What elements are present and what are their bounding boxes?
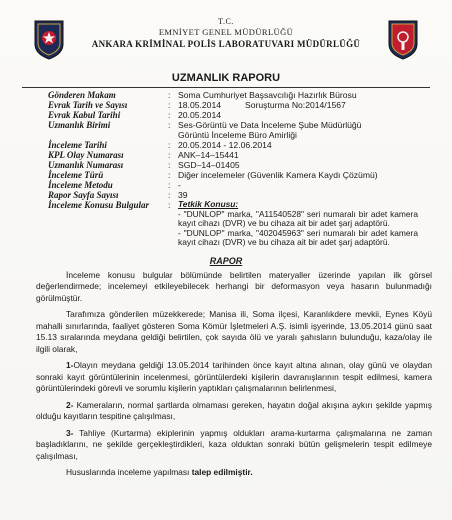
info-label: KPL Olay Numarası xyxy=(48,150,124,160)
report-title: UZMANLIK RAPORU xyxy=(171,72,281,84)
item-number: 3- xyxy=(66,427,74,438)
info-row-sayfa: Rapor Sayfa Sayısı : 39 xyxy=(48,190,442,200)
info-row-bulgular: İnceleme Konusu Bulgular : Tetkik Konusu: - "DUNLOP" marka, "A11540528" seri numaralı bir adet kamera kayıt cihazı (DVR) ve bu cihaza ait bir adet şarj adaptörü. - "DUNLOP" marka, "402045963" seri numaralı bir adet kamera kayıt cihazı (DVR) ve bu cihaza ait bir adet şarj adaptörü. xyxy=(48,199,418,248)
info-label: İnceleme Türü xyxy=(48,170,104,180)
paragraph xyxy=(36,428,432,463)
info-value: 18.05.2014 xyxy=(178,100,222,110)
paragraph: İnceleme konusu bulgular bölümünde belirtilen materyaller üzerinde yapılan ilk görsel değerlendirmede; incelemeyi etkileyebilecek herhangi bir deformasyon veya hasarın bulunmadığı görülmüştür. xyxy=(36,269,432,303)
info-label: Evrak Tarih ve Sayısı xyxy=(48,100,128,110)
info-value: SGD–14–01405 xyxy=(178,160,240,170)
info-label: Uzmanlık Numarası xyxy=(48,160,124,170)
item-text: Tahliye (Kurtarma) ekiplerinin yapmış oldukları arama-kurtarma çalışmalarına ne zaman başladıklarını, ne şekilde gerçekleştirdikleri, kaza olduktan sonraki bütün gelişmelerin tespit edilmeye çalışılması, xyxy=(36,427,432,461)
info-label: Uzmanlık Birimi xyxy=(48,120,111,130)
info-label: Gönderen Makam xyxy=(48,90,116,100)
info-row-evrak-tarih: Evrak Tarih ve Sayısı : 18.05.2014 Soruşturma No:2014/1567 xyxy=(48,100,346,110)
info-value: 39 xyxy=(178,190,188,200)
info-label: İnceleme Tarihi xyxy=(48,140,107,150)
request-text: Hususlarında inceleme yapılması xyxy=(66,467,192,478)
info-row-tur: İnceleme Türü : Diğer incelemeler (Güvenlik Kamera Kaydı Çözümü) xyxy=(48,170,442,180)
info-row-inceleme-tarihi: İnceleme Tarihi : 20.05.2014 - 12.06.2014 xyxy=(48,140,442,150)
bulgular-block xyxy=(178,200,418,248)
info-row-birim: Uzmanlık Birimi : Ses-Görüntü ve Data İnceleme Şube Müdürlüğü Görüntü İnceleme Büro Amirliği xyxy=(48,120,362,140)
info-label: Evrak Kabul Tarihi xyxy=(48,110,121,120)
report-info-table xyxy=(48,90,442,248)
paragraph: Tarafımıza gönderilen müzekkerede; Manisa ili, Soma ilçesi, Karanlıkdere mevkii, Eynes Köyü mahalli sınırlarında, faaliyet gösteren Soma Kömür İşletmeleri A.Ş. isimli işyerinde, 13.05.2014 günü saat 15.13 sıralarında meydana geldiği belirtilen, çok sayıda ölü ve yaralı şahısların bulunduğu, kaza/olay ile ilgili olarak, xyxy=(36,309,432,354)
report-body xyxy=(36,270,432,479)
rapor-heading: RAPOR xyxy=(209,255,243,266)
info-value: 20.05.2014 - 12.06.2014 xyxy=(178,140,272,150)
paragraph xyxy=(36,360,432,395)
info-value: ANK–14–15441 xyxy=(178,150,239,160)
item-number: 2- xyxy=(66,399,74,410)
info-value: Soma Cumhuriyet Başsavcılığı Hazırlık Bürosu xyxy=(178,90,357,100)
sorusturma-number: Soruşturma No:2014/1567 xyxy=(245,100,346,110)
info-label: Rapor Sayfa Sayısı xyxy=(48,190,119,200)
info-value: - xyxy=(178,180,181,190)
header-laboratory: ANKARA KRİMİNAL POLİS LABORATUVARI MÜDÜRLÜĞÜ xyxy=(91,39,361,49)
tetkik-konusu-title: Tetkik Konusu: xyxy=(178,199,239,209)
info-value: Görüntü İnceleme Büro Amirliği xyxy=(178,130,297,140)
header-egm: EMNİYET GENEL MÜDÜRLÜĞÜ xyxy=(158,27,294,37)
info-value: Diğer incelemeler (Güvenlik Kamera Kaydı Çözümü) xyxy=(178,170,378,180)
paragraph xyxy=(36,400,432,423)
item-number: 1- xyxy=(66,360,74,371)
header-tc: T.C. xyxy=(218,17,234,26)
info-row-uzmanlik-no: Uzmanlık Numarası : SGD–14–01405 xyxy=(48,160,442,170)
info-row-metod: İnceleme Metodu : - xyxy=(48,180,442,190)
info-value: Ses-Görüntü ve Data İnceleme Şube Müdürlüğü xyxy=(178,120,362,130)
request-emphasis: talep edilmiştir. xyxy=(191,467,253,478)
info-label: İnceleme Konusu Bulgular xyxy=(48,200,150,210)
title-divider xyxy=(22,87,430,88)
paragraph xyxy=(36,467,432,479)
info-value: 20.05.2014 xyxy=(178,110,222,120)
info-label: İnceleme Metodu xyxy=(48,180,113,190)
bulgu-item: - "DUNLOP" marka, "A11540528" seri numaralı bir adet kamera kayıt cihazı (DVR) ve bu cihaza ait bir adet şarj adaptörü. xyxy=(178,208,418,229)
info-row-kpl: KPL Olay Numarası : ANK–14–15441 xyxy=(48,150,442,160)
item-text: Kameraların, normal şartlarda olmaması gereken, hayatın doğal akışına aykırı şekilde yapmış olduğu kayıtların tespitine çalışılması, xyxy=(36,399,432,422)
info-row-kabul: Evrak Kabul Tarihi : 20.05.2014 xyxy=(48,110,442,120)
item-text: Olayın meydana geldiği 13.05.2014 tarihinden önce kayıt altına alınan, olay günü ve olaydan sonraki kayıt görüntülerinin incelenmesi, görüntülerdeki kişilerin davranışlarının tespit edilmesi, kamera görüntülerindeki görevli ve sorumlu kişilerin yaptıkları çalışmalarının belirlenmesi, xyxy=(36,360,432,394)
bulgu-item: - "DUNLOP" marka, "402045963" seri numaralı bir adet kamera kayıt cihazı (DVR) ve bu cihaza ait bir adet şarj adaptörü. xyxy=(178,227,418,248)
report-header xyxy=(10,8,442,68)
info-row-gonderen: Gönderen Makam : Soma Cumhuriyet Başsavcılığı Hazırlık Bürosu xyxy=(48,90,442,100)
